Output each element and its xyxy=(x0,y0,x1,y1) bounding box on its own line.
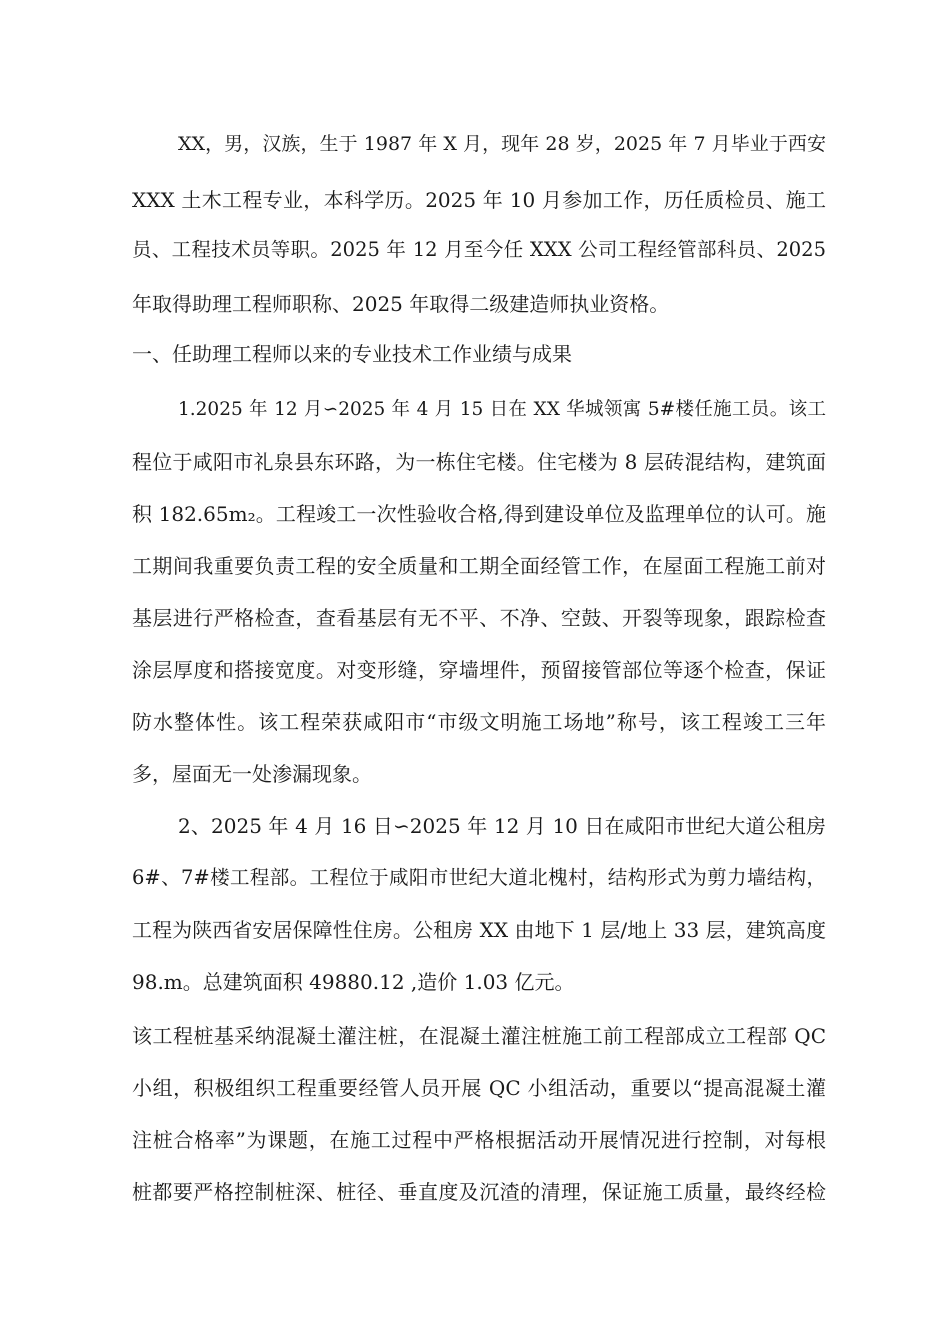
text-line: 涂层厚度和搭接宽度。对变形缝，穿墙埋件，预留接管部位等逐个检查，保证 xyxy=(132,658,826,682)
text-line: 年取得助理工程师职称、2025 年取得二级建造师执业资格。 xyxy=(132,292,670,316)
text-line: 注桩合格率”为课题，在施工过程中严格根据活动开展情况进行控制，对每根 xyxy=(132,1128,826,1152)
text-line: 防水整体性。该工程荣获咸阳市“市级文明施工场地”称号，该工程竣工三年 xyxy=(132,710,826,734)
text-line: XXX 土木工程专业，本科学历。2025 年 10 月参加工作，历任质检员、施工 xyxy=(132,188,826,212)
text-line: 工程为陕西省安居保障性住房。公租房 XX 由地下 1 层/地上 33 层，建筑高度 xyxy=(132,918,826,942)
section-heading-text: 一、任助理工程师以来的专业技术工作业绩与成果 xyxy=(132,342,572,366)
text-line: 工期间我重要负责工程的安全质量和工期全面经管工作，在屋面工程施工前对 xyxy=(132,554,826,578)
text-line: 1.2025 年 12 月∽2025 年 4 月 15 日在 XX 华城领寓 5#楼任施工员。该工 xyxy=(178,399,826,420)
text-line: 程位于咸阳市礼泉县东环路，为一栋住宅楼。住宅楼为 8 层砖混结构，建筑面 xyxy=(132,450,826,474)
text-line: 积 182.65m₂。工程竣工一次性验收合格,得到建设单位及监理单位的认可。施 xyxy=(132,502,826,526)
text-line: 基层进行严格检查，查看基层有无不平、不净、空鼓、开裂等现象，跟踪检查 xyxy=(132,606,826,630)
text-line: 6#、7#楼工程部。工程位于咸阳市世纪大道北槐村，结构形式为剪力墙结构， xyxy=(132,866,826,889)
text-line: XX，男，汉族，生于 1987 年 X 月，现年 28 岁，2025 年 7 月毕业于西安 xyxy=(178,133,826,155)
text-line: 该工程桩基采纳混凝土灌注桩，在混凝土灌注桩施工前工程部成立工程部 QC xyxy=(132,1024,826,1048)
text-line: 2、2025 年 4 月 16 日∽2025 年 12 月 10 日在咸阳市世纪大道公租房 xyxy=(178,814,826,838)
text-line: 多，屋面无一处渗漏现象。 xyxy=(132,762,372,786)
text-line: 小组，积极组织工程重要经管人员开展 QC 小组活动，重要以“提高混凝土灌 xyxy=(132,1076,826,1100)
text-line: 98.m。总建筑面积 49880.12 ,造价 1.03 亿元。 xyxy=(132,970,575,994)
text-line: 桩都要严格控制桩深、桩径、垂直度及沉渣的清理，保证施工质量，最终经检 xyxy=(132,1180,826,1204)
text-line: 员、工程技术员等职。2025 年 12 月至今任 XXX 公司工程经管部科员、2025 xyxy=(132,238,826,261)
